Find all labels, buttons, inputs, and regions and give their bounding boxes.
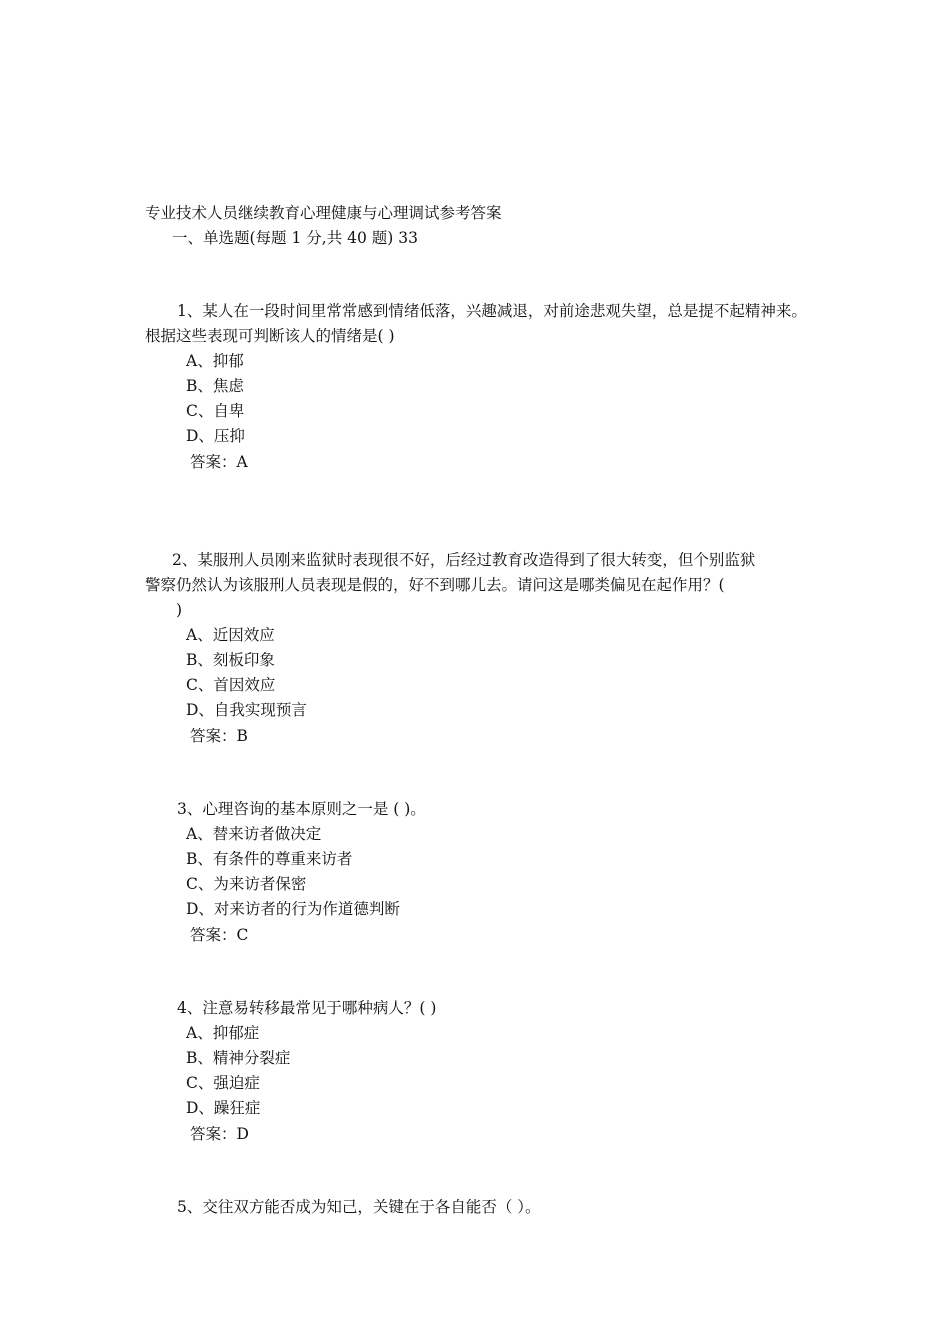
question-2-stem-line-1: 2、某服刑人员刚来监狱时表现很不好，后经过教育改造得到了很大转变，但个别监狱 (172, 551, 756, 569)
question-3-option-c: C、为来访者保密 (186, 875, 307, 893)
section-heading: 一、单选题(每题 1 分,共 40 题) 33 (172, 229, 418, 247)
question-4-option-c: C、强迫症 (186, 1074, 260, 1092)
question-2-option-d: D、自我实现预言 (186, 701, 307, 719)
question-2-stem-line-2: 警察仍然认为该服刑人员表现是假的，好不到哪儿去。请问这是哪类偏见在起作用？( (145, 576, 725, 594)
question-3-option-a: A、替来访者做决定 (186, 825, 322, 843)
question-4-stem: 4、注意易转移最常见于哪种病人？( ) (177, 999, 437, 1017)
question-3-stem: 3、心理咨询的基本原则之一是 ( )。 (177, 800, 426, 818)
document-title: 专业技术人员继续教育心理健康与心理调试参考答案 (145, 204, 502, 222)
question-4-option-d: D、躁狂症 (186, 1099, 261, 1117)
question-1-option-a: A、抑郁 (186, 352, 244, 370)
question-3-answer: 答案：C (190, 926, 249, 944)
question-2-answer: 答案：B (190, 727, 248, 745)
question-2-option-b: B、刻板印象 (186, 651, 275, 669)
question-3-option-d: D、对来访者的行为作道德判断 (186, 900, 400, 918)
question-1-option-c: C、自卑 (186, 402, 245, 420)
question-2-option-c: C、首因效应 (186, 676, 276, 694)
question-4-option-b: B、精神分裂症 (186, 1049, 291, 1067)
question-1-stem: 1、某人在一段时间里常常感到情绪低落，兴趣减退，对前途悲观失望，总是提不起精神来。根据这些表现可判断该人的情绪是( ) (145, 302, 807, 345)
question-3-option-b: B、有条件的尊重来访者 (186, 850, 353, 868)
question-4-option-a: A、抑郁症 (186, 1024, 260, 1042)
question-5-stem: 5、交往双方能否成为知己，关键在于各自能否（ ）。 (177, 1198, 541, 1216)
question-1-answer: 答案：A (190, 453, 248, 471)
question-2-option-a: A、近因效应 (186, 626, 275, 644)
question-4-answer: 答案：D (190, 1125, 249, 1143)
question-1-option-d: D、压抑 (186, 427, 245, 445)
question-1-option-b: B、焦虑 (186, 377, 244, 395)
question-2-stem-line-3: ) (176, 601, 183, 619)
